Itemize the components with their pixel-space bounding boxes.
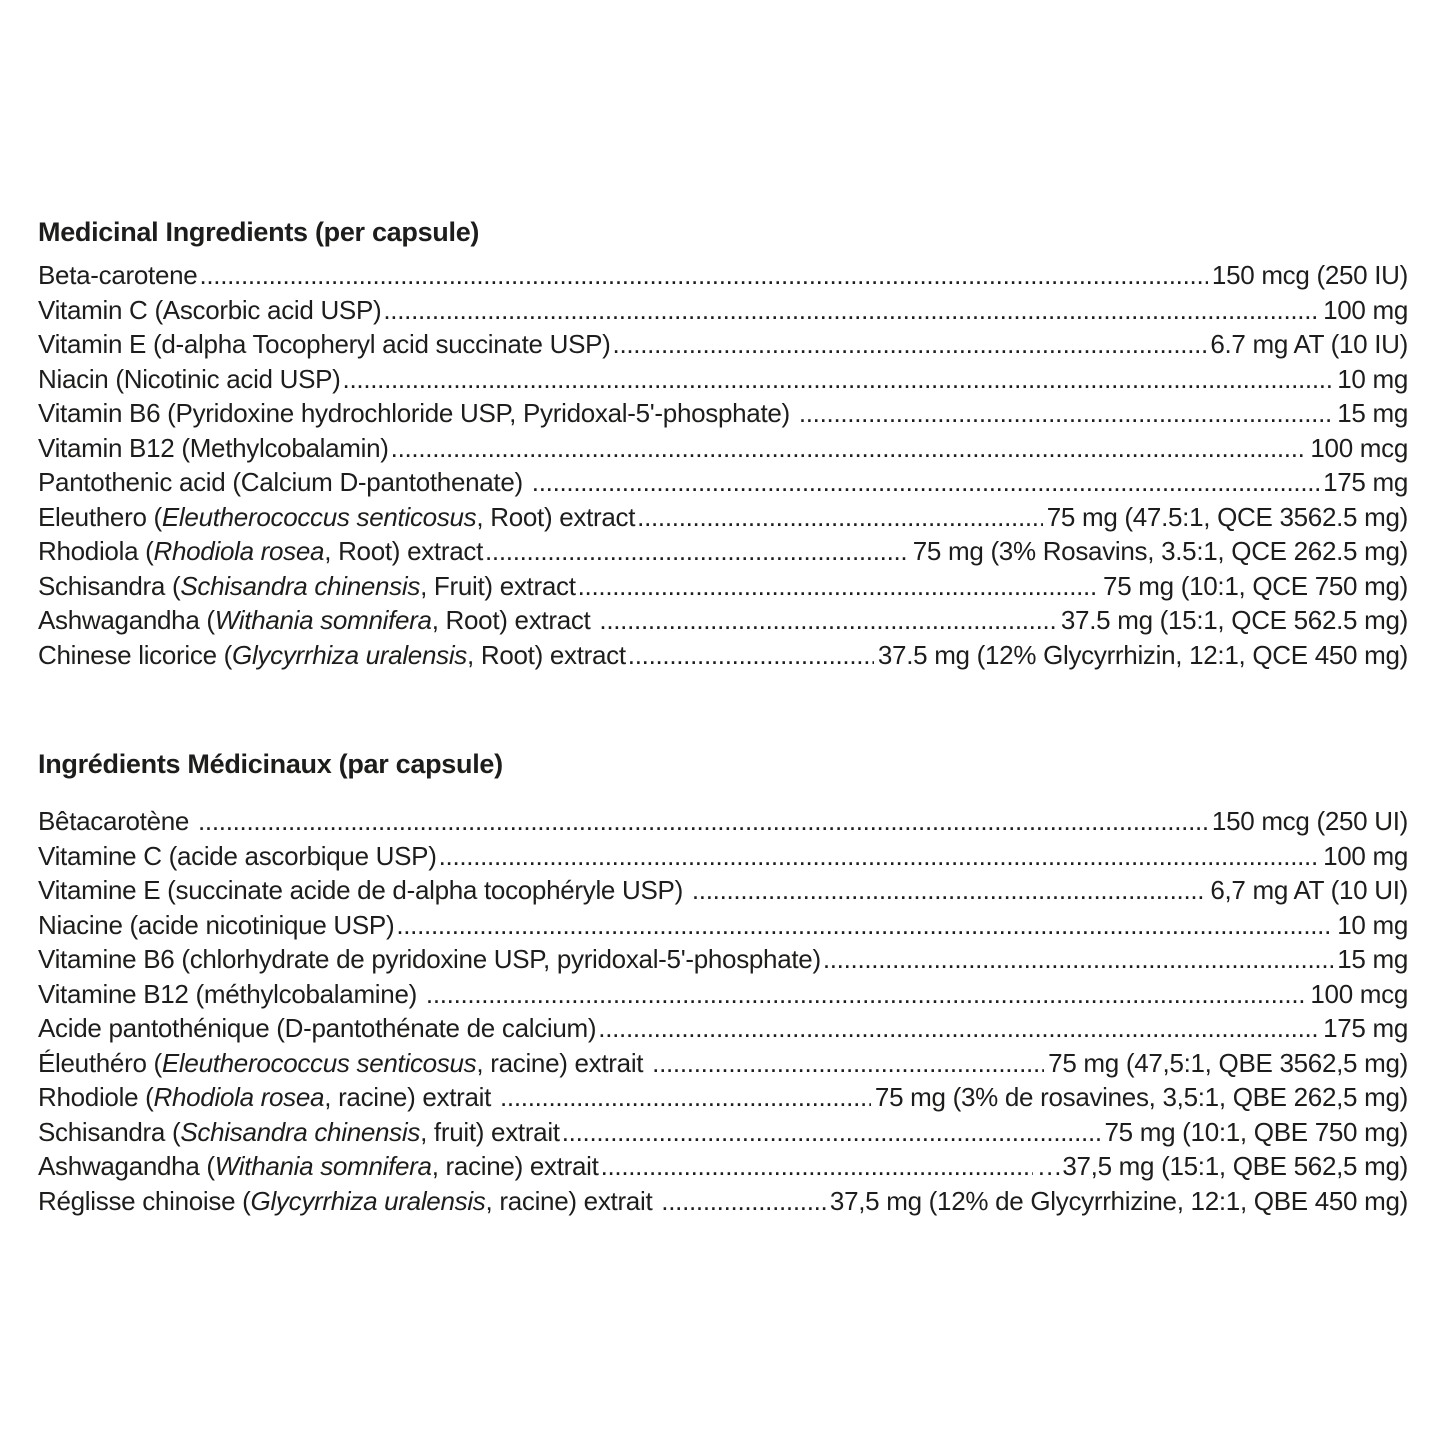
ingredient-name: Vitamin C (Ascorbic acid USP) xyxy=(38,294,382,325)
ingredient-name: Chinese licorice (Glycyrrhiza uralensis, Root) extract xyxy=(38,639,626,670)
ingredient-name: Ashwagandha (Withania somnifera, Root) extract xyxy=(38,605,598,635)
ingredient-name: Éleuthéro (Eleutherococcus senticosus, racine) extrait xyxy=(38,1047,651,1078)
ingredient-name: Réglisse chinoise (Glycyrrhiza uralensis, racine) extrait xyxy=(38,1185,660,1216)
ingredient-name: Vitamin E (d-alpha Tocopheryl acid succinate USP) xyxy=(38,329,611,359)
ingredient-row xyxy=(38,603,1408,638)
dot-leader xyxy=(799,396,1333,431)
dot-leader xyxy=(426,977,1306,1012)
ingredient-name: Vitamine E (succinate acide de d-alpha tocophéryle USP) xyxy=(38,875,690,905)
ingredient-amount: 100 mg xyxy=(1323,840,1408,871)
ingredient-name: Beta-carotene xyxy=(38,260,198,290)
ingredient-name: Rhodiola (Rhodiola rosea, Root) extract xyxy=(38,536,483,566)
ingredient-amount: 15 mg xyxy=(1337,944,1408,974)
ingredient-name: Vitamin B6 (Pyridoxine hydrochloride USP, Pyridoxal-5'-phosphate) xyxy=(38,398,797,428)
dot-leader xyxy=(823,942,1333,977)
dot-leader xyxy=(628,638,874,673)
ingredient-amount: 150 mcg (250 UI) xyxy=(1211,806,1408,836)
dot-leader xyxy=(396,908,1333,943)
ingredient-row xyxy=(38,942,1408,977)
ingredient-name: Niacine (acide nicotinique USP) xyxy=(38,909,395,940)
ingredient-amount: 100 mg xyxy=(1323,294,1408,325)
ingredient-row xyxy=(38,396,1408,431)
ingredient-amount: 75 mg (47.5:1, QCE 3562.5 mg) xyxy=(1046,501,1408,532)
ingredient-row xyxy=(38,804,1408,839)
ingredient-row xyxy=(38,534,1408,569)
ingredient-row xyxy=(38,500,1408,535)
ingredient-row xyxy=(38,327,1408,362)
ingredient-row xyxy=(38,1149,1408,1184)
ingredient-list-fr xyxy=(38,804,1408,1218)
dot-leader xyxy=(637,500,1043,535)
ingredient-amount: 10 mg xyxy=(1337,363,1408,394)
ingredient-amount: 75 mg (10:1, QBE 750 mg) xyxy=(1104,1116,1408,1147)
section-title-en: Medicinal Ingredients (per capsule) xyxy=(38,217,480,247)
dot-leader xyxy=(652,1046,1044,1081)
ingredient-name: Bêtacarotène xyxy=(38,806,196,836)
ingredient-name: Vitamine C (acide ascorbique USP) xyxy=(38,840,437,871)
ingredient-row xyxy=(38,1011,1408,1046)
dot-leader xyxy=(613,327,1207,362)
ingredient-name: Vitamine B12 (méthylcobalamine) xyxy=(38,978,424,1009)
ingredient-name: Pantothenic acid (Calcium D-pantothenate) xyxy=(38,467,530,497)
ingredient-name: Schisandra (Schisandra chinensis, Fruit) extract xyxy=(38,570,576,601)
ingredient-amount: 75 mg (3% Rosavins, 3.5:1, QCE 262.5 mg) xyxy=(912,536,1408,566)
ingredient-amount: 75 mg (10:1, QCE 750 mg) xyxy=(1103,570,1408,601)
ingredient-row xyxy=(38,908,1408,943)
ingredient-name: Ashwagandha (Withania somnifera, racine) extrait xyxy=(38,1151,599,1181)
dot-leader xyxy=(692,873,1206,908)
ingredient-row xyxy=(38,839,1408,874)
dot-leader xyxy=(562,1115,1101,1150)
ingredient-row xyxy=(38,293,1408,328)
ingredient-amount: 6.7 mg AT (10 IU) xyxy=(1210,329,1408,359)
dot-leader xyxy=(532,465,1319,500)
ingredient-amount: 175 mg xyxy=(1323,467,1408,497)
ingredient-amount: 37.5 mg (15:1, QCE 562.5 mg) xyxy=(1060,605,1408,635)
dot-leader xyxy=(439,839,1319,874)
dot-leader xyxy=(598,1011,1319,1046)
ingredient-row xyxy=(38,465,1408,500)
section-ingredients-medicinaux-fr xyxy=(38,746,1408,1218)
dot-leader xyxy=(383,293,1319,328)
ingredient-row xyxy=(38,1115,1408,1150)
ingredient-amount: 100 mcg xyxy=(1310,978,1408,1009)
ingredient-amount: 75 mg (3% de rosavines, 3,5:1, QBE 262,5 mg) xyxy=(874,1082,1408,1112)
ingredient-name: Niacin (Nicotinic acid USP) xyxy=(38,363,341,394)
ingredient-name: Vitamine B6 (chlorhydrate de pyridoxine USP, pyridoxal-5'-phosphate) xyxy=(38,944,821,974)
dot-leader xyxy=(199,258,1207,293)
ingredient-name: Vitamin B12 (Methylcobalamin) xyxy=(38,432,389,463)
ingredient-amount: 100 mcg xyxy=(1310,432,1408,463)
ingredient-amount: …37,5 mg (15:1, QBE 562,5 mg) xyxy=(1036,1151,1408,1181)
ingredient-row xyxy=(38,1046,1408,1081)
dot-leader xyxy=(391,431,1307,466)
ingredient-row xyxy=(38,977,1408,1012)
ingredient-name: Eleuthero (Eleutherococcus senticosus, Root) extract xyxy=(38,501,636,532)
dot-leader xyxy=(500,1080,871,1115)
ingredient-amount: 150 mcg (250 IU) xyxy=(1211,260,1408,290)
ingredient-row xyxy=(38,431,1408,466)
ingredient-row xyxy=(38,638,1408,673)
ingredient-amount: 37.5 mg (12% Glycyrrhizin, 12:1, QCE 450 mg) xyxy=(877,639,1408,670)
ingredient-amount: 75 mg (47,5:1, QBE 3562,5 mg) xyxy=(1048,1047,1408,1078)
dot-leader xyxy=(578,569,1099,604)
ingredient-name: Schisandra (Schisandra chinensis, fruit) extrait xyxy=(38,1116,560,1147)
ingredient-row xyxy=(38,1080,1408,1115)
ingredient-amount: 10 mg xyxy=(1337,909,1408,940)
section-title-fr: Ingrédients Médicinaux (par capsule) xyxy=(38,749,503,779)
dot-leader xyxy=(661,1184,826,1219)
ingredient-row xyxy=(38,362,1408,397)
ingredient-amount: 37,5 mg (12% de Glycyrrhizine, 12:1, QBE 450 mg) xyxy=(829,1185,1408,1216)
dot-leader xyxy=(485,534,909,569)
dot-leader xyxy=(343,362,1334,397)
ingredient-name: Rhodiole (Rhodiola rosea, racine) extrait xyxy=(38,1082,498,1112)
ingredient-amount: 175 mg xyxy=(1323,1013,1408,1043)
ingredient-amount: 15 mg xyxy=(1337,398,1408,428)
dot-leader xyxy=(601,1149,1033,1184)
ingredient-row xyxy=(38,258,1408,293)
ingredient-row xyxy=(38,1184,1408,1219)
ingredient-name: Acide pantothénique (D-pantothénate de calcium) xyxy=(38,1013,597,1043)
ingredient-row xyxy=(38,569,1408,604)
ingredient-list-en xyxy=(38,258,1408,672)
dot-leader xyxy=(198,804,1208,839)
ingredient-row xyxy=(38,873,1408,908)
section-medicinal-ingredients-en xyxy=(38,214,1408,672)
dot-leader xyxy=(599,603,1056,638)
ingredient-amount: 6,7 mg AT (10 UI) xyxy=(1210,875,1408,905)
